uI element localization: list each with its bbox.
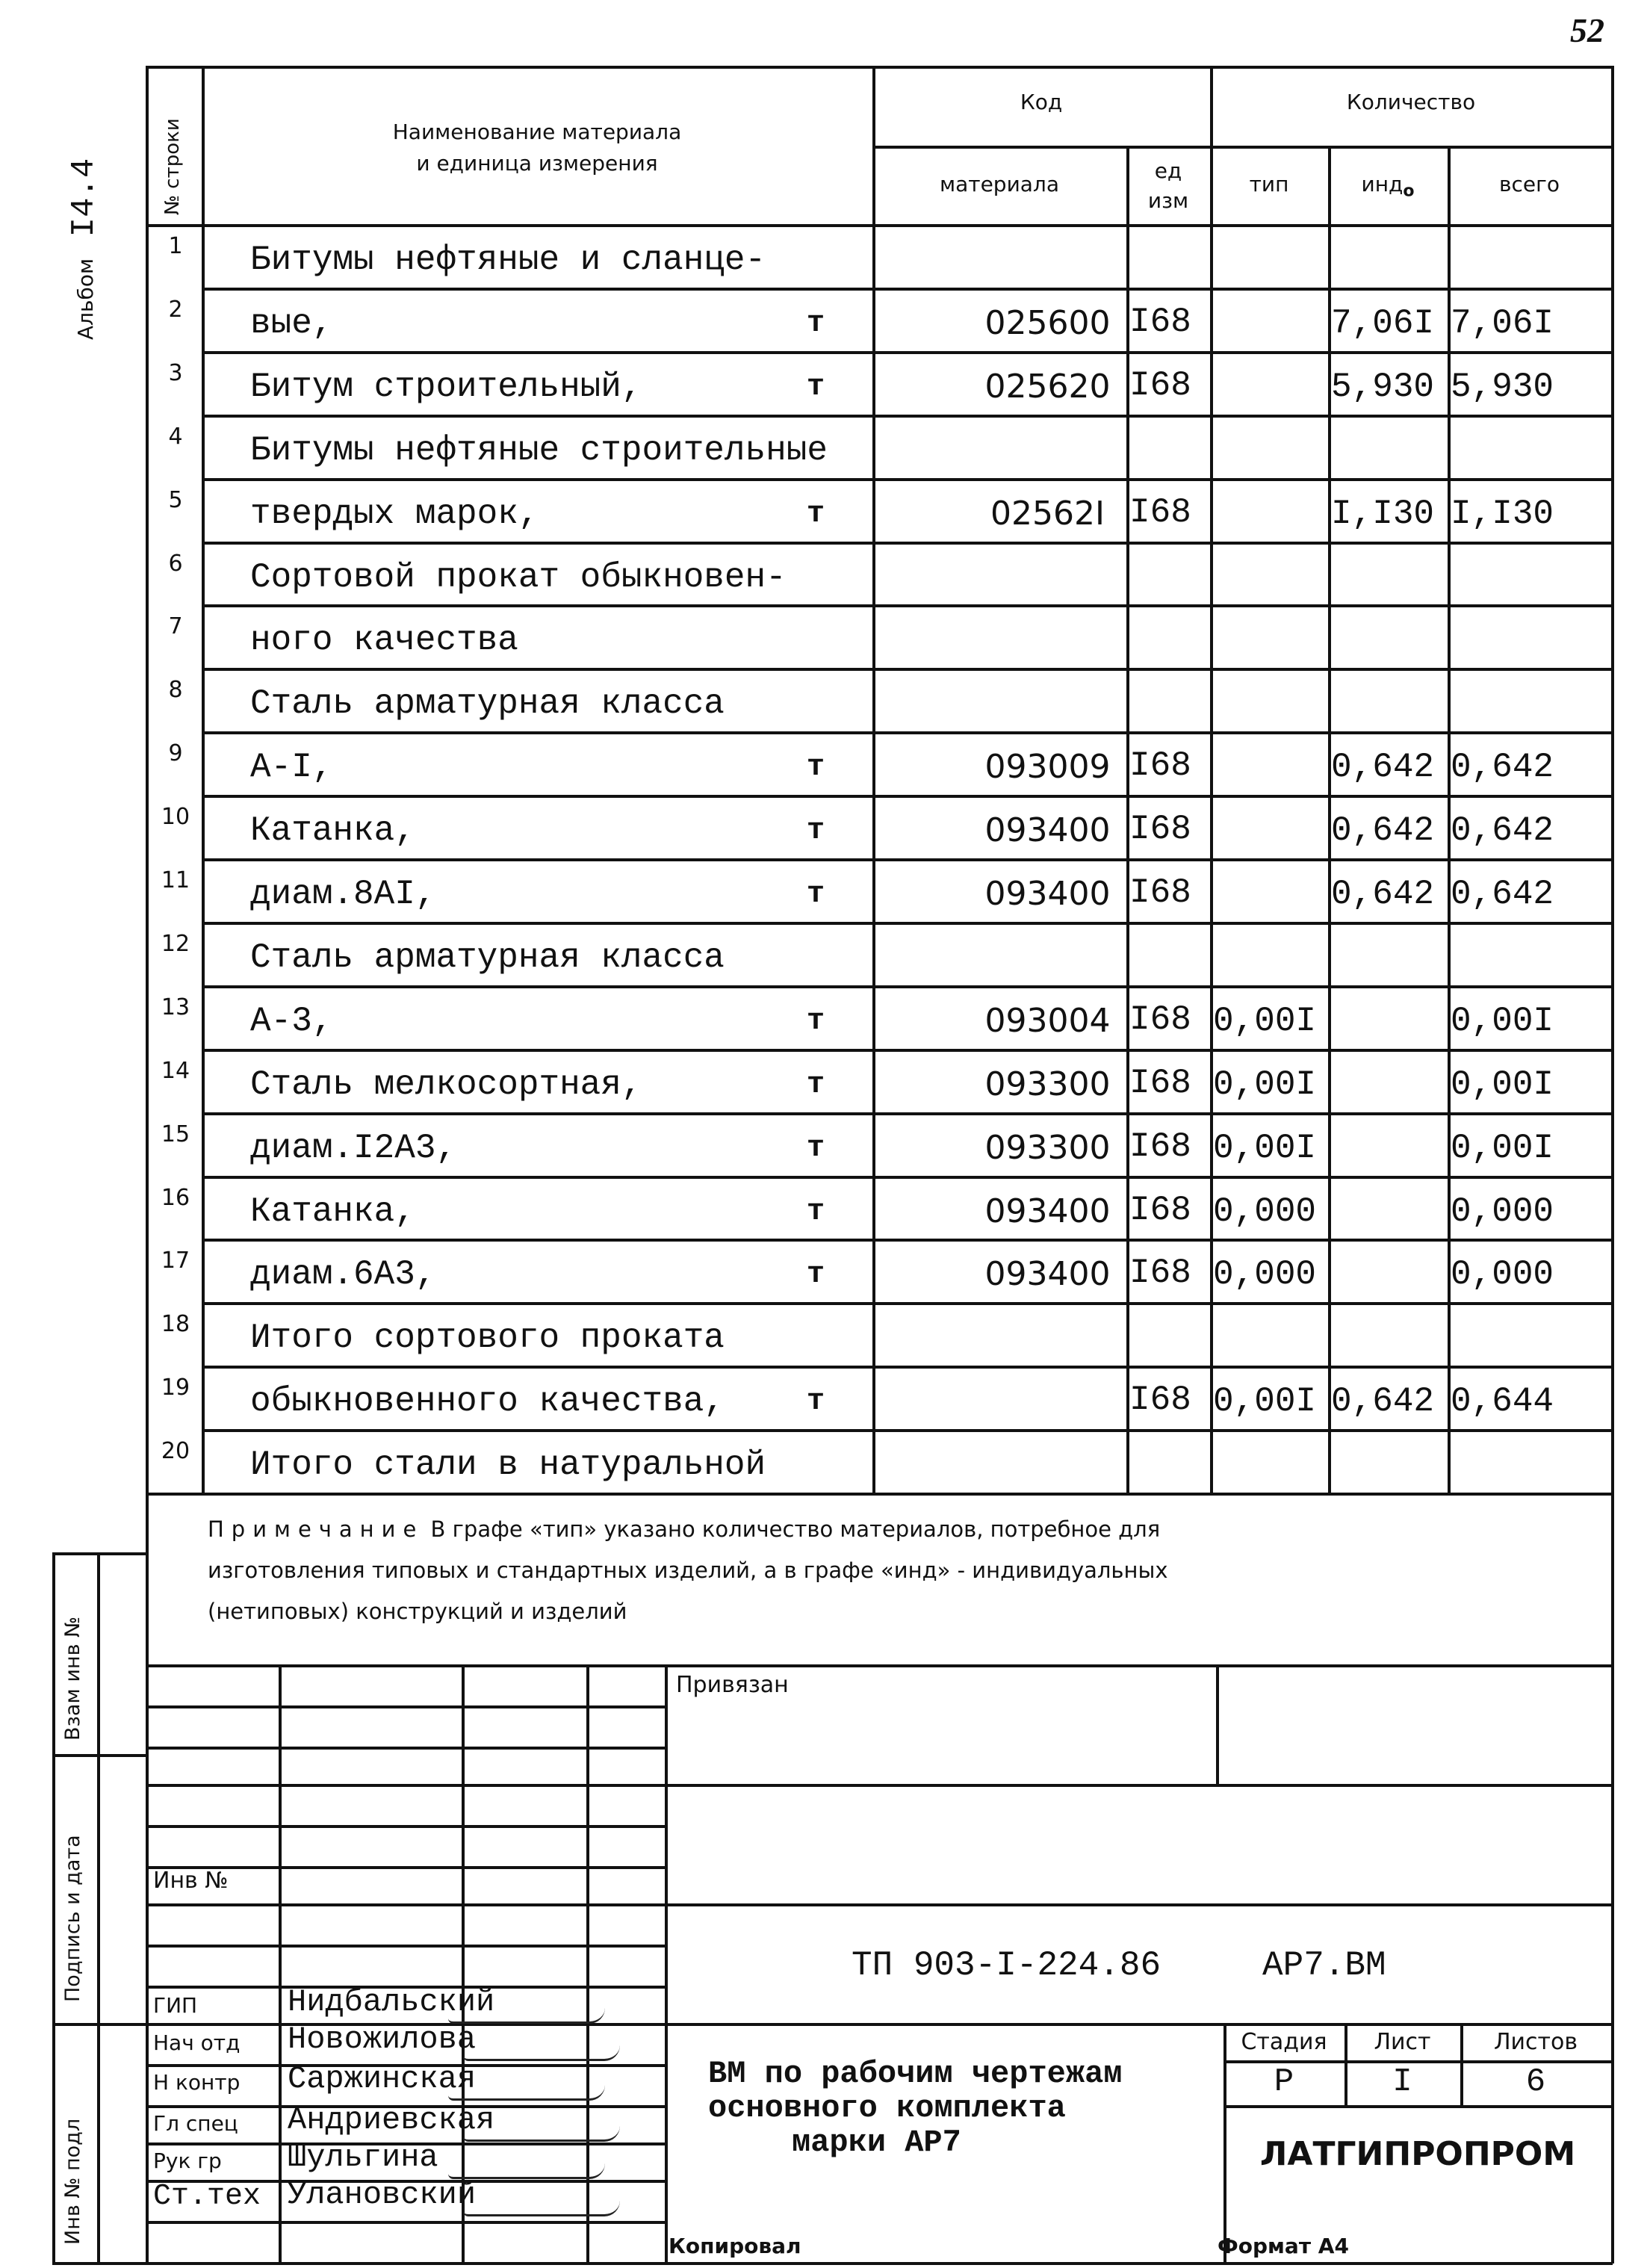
qty-total: 0,00I <box>1451 1001 1554 1041</box>
stamp-row-6 <box>146 1903 1613 1906</box>
stamp-role: Н контр <box>153 2070 241 2095</box>
unit-code: I68 <box>1129 1190 1191 1230</box>
qty-total: 0,642 <box>1451 875 1554 914</box>
header-total: всего <box>1499 172 1560 196</box>
qty-total: 0,00I <box>1451 1065 1554 1104</box>
material-name: Битумы нефтяные строительные <box>250 430 828 470</box>
stamp-col-a <box>279 1664 282 2262</box>
qty-type: 0,00I <box>1213 1065 1317 1104</box>
row-number: 11 <box>161 867 190 893</box>
row-number: 17 <box>161 1248 190 1274</box>
qty-total: I,I30 <box>1451 494 1554 533</box>
qty-type: 0,00I <box>1213 1382 1317 1422</box>
header-individual-text: инд <box>1361 172 1404 196</box>
row-divider <box>202 1302 1613 1305</box>
row-number: 3 <box>168 359 183 386</box>
row-number: 19 <box>161 1375 190 1401</box>
header-individual-sub: о <box>1403 182 1415 201</box>
material-unit: т <box>807 1068 825 1102</box>
row-divider <box>202 351 1613 354</box>
qty-total: 0,000 <box>1451 1255 1554 1295</box>
qty-total: 7,06I <box>1451 303 1554 343</box>
organization: ЛАТГИПРОПРОМ <box>1259 2135 1576 2173</box>
row-divider <box>202 1366 1613 1369</box>
sheet-value: I <box>1392 2063 1412 2101</box>
material-name: Сталь арматурная класса <box>250 938 725 977</box>
doc-mark: АР7.ВМ <box>1262 1946 1386 1985</box>
stamp-row-14 <box>146 2221 665 2224</box>
header-mid-line <box>872 146 1612 149</box>
stamp-person-name: Андриевская <box>288 2102 495 2138</box>
stamp-person-name: Нидбальский <box>288 1984 495 2020</box>
frame-left <box>146 66 149 2264</box>
sheet-label: Лист <box>1374 2029 1431 2055</box>
stage-label: Стадия <box>1241 2029 1327 2055</box>
row-divider <box>202 1112 1613 1115</box>
row-number: 12 <box>161 930 190 957</box>
sheets-value: 6 <box>1525 2063 1546 2101</box>
qty-individual: I,I30 <box>1331 494 1435 533</box>
footer-format: Формат А4 <box>1218 2234 1349 2258</box>
qty-type: 0,000 <box>1213 1192 1317 1231</box>
qty-individual: 0,642 <box>1331 748 1435 787</box>
col-line-code <box>872 66 875 1493</box>
material-code: 093300 <box>984 1128 1111 1167</box>
row-number: 15 <box>161 1121 190 1147</box>
material-name: диам.6А3, <box>250 1255 436 1295</box>
material-name: ного качества <box>250 621 518 660</box>
material-code: 02562I <box>990 494 1105 533</box>
qty-total: 0,642 <box>1451 811 1554 851</box>
header-unit-line2: изм <box>1147 188 1189 213</box>
material-code: 093400 <box>984 811 1111 850</box>
material-name: твердых марок, <box>250 494 539 533</box>
material-name: Катанка, <box>250 1192 415 1231</box>
row-number: 14 <box>161 1057 190 1084</box>
row-number: 9 <box>168 740 183 767</box>
row-divider <box>202 542 1613 545</box>
qty-type: 0,00I <box>1213 1128 1317 1168</box>
material-unit: т <box>807 878 825 911</box>
note-line2: изготовления типовых и стандартных изделий, а в графе «инд» - индивидуальных <box>208 1558 1168 1583</box>
row-divider <box>202 604 1613 607</box>
side-strip-left <box>52 1552 55 2264</box>
material-unit: т <box>807 1258 825 1292</box>
header-material-code: материала <box>939 172 1059 196</box>
stamp-role: ГИП <box>153 1993 198 2018</box>
material-unit: т <box>807 306 825 341</box>
header-individual <box>1328 172 1448 201</box>
header-name-line1: Наименование материала <box>392 120 682 144</box>
row-number: 13 <box>161 994 190 1020</box>
album-label-text: Альбом <box>73 258 98 340</box>
doc-code: ТП 903-I-224.86 <box>852 1946 1161 1985</box>
material-code: 093400 <box>984 1255 1111 1294</box>
material-unit: т <box>807 751 825 785</box>
qty-total: 0,644 <box>1451 1382 1554 1422</box>
note-line3: (нетиповых) конструкций и изделий <box>208 1599 627 1624</box>
row-divider <box>202 731 1613 734</box>
qty-individual: 7,06I <box>1331 303 1435 343</box>
privyazan-label: Привязан <box>676 1672 789 1698</box>
row-divider <box>202 1239 1613 1242</box>
row-number: 10 <box>161 804 190 831</box>
material-name: Сталь арматурная класса <box>250 684 725 724</box>
header-row-no: № строки <box>161 118 184 215</box>
stamp-row-7 <box>146 1945 665 1948</box>
material-unit: т <box>807 497 825 531</box>
header-bottom-line <box>146 224 1613 227</box>
signature-scribble <box>448 2085 605 2101</box>
note-line1-text: В графе «тип» указано количество материалов, потребное для <box>424 1516 1161 1542</box>
note-lead: Примечание <box>208 1516 424 1542</box>
material-code: 093400 <box>984 875 1111 913</box>
row-number: 2 <box>168 296 183 323</box>
row-divider <box>202 795 1613 798</box>
row-number: 6 <box>168 550 183 577</box>
side-strip-inner <box>97 1552 100 2264</box>
footer-copied: Копировал <box>669 2234 801 2258</box>
page-number: 52 <box>1570 11 1604 49</box>
inv-no-label: Инв № <box>153 1868 229 1894</box>
stamp-person-name: Саржинская <box>288 2061 477 2097</box>
unit-code: I68 <box>1129 1254 1191 1293</box>
stamp-row-4 <box>146 1825 665 1828</box>
stamp-role: Нач отд <box>153 2030 241 2055</box>
row-divider <box>202 288 1613 291</box>
material-code: 093004 <box>984 1001 1111 1040</box>
stamp-role: Рук гр <box>153 2148 222 2173</box>
qty-individual: 0,642 <box>1331 875 1435 914</box>
row-number: 8 <box>168 677 183 704</box>
frame-top <box>146 66 1613 69</box>
material-name: диам.8АI, <box>250 875 436 914</box>
row-number: 1 <box>168 233 183 259</box>
unit-code: I68 <box>1129 1063 1191 1103</box>
material-code: 025600 <box>984 303 1111 342</box>
material-name: Битумы нефтяные и сланце- <box>250 241 766 279</box>
row-number: 5 <box>168 486 183 513</box>
album-number: I4.4 <box>66 158 103 238</box>
row-divider <box>202 1049 1613 1052</box>
unit-code: I68 <box>1129 365 1191 405</box>
unit-code: I68 <box>1129 302 1191 341</box>
qty-type: 0,00I <box>1213 1001 1317 1041</box>
doc-title-line3: марки АР7 <box>792 2125 961 2160</box>
header-unit-line1: ед <box>1154 158 1182 183</box>
unit-code: I68 <box>1129 1000 1191 1039</box>
row-number: 7 <box>168 613 183 640</box>
qty-total: 0,00I <box>1451 1128 1554 1168</box>
side-label-vzam: Взам инв № <box>61 1616 84 1741</box>
stamp-role: Ст.тех <box>153 2180 261 2213</box>
stamp-role: Гл спец <box>153 2111 238 2136</box>
row-divider <box>202 858 1613 861</box>
row-divider <box>202 668 1613 671</box>
unit-code: I68 <box>1129 746 1191 786</box>
material-name: Сталь мелкосортная, <box>250 1065 642 1104</box>
header-type: тип <box>1249 172 1289 196</box>
row-number: 4 <box>168 423 183 450</box>
stage-bottom <box>1223 2105 1612 2108</box>
row-divider <box>202 478 1613 481</box>
unit-code: I68 <box>1129 1381 1191 1420</box>
header-name-line2: и единица измерения <box>416 151 658 176</box>
signature-scribble <box>463 2126 620 2142</box>
side-label-podpis: Подпись и дата <box>61 1835 84 2002</box>
qty-individual: 0,642 <box>1331 1382 1435 1422</box>
unit-code: I68 <box>1129 873 1191 912</box>
signature-scribble <box>463 2201 620 2216</box>
material-name: Катанка, <box>250 811 415 851</box>
stamp-col-d <box>665 1664 668 2262</box>
material-code: 093400 <box>984 1192 1111 1230</box>
header-code-group: Код <box>1020 90 1063 114</box>
stamp-person-name: Шульгина <box>288 2140 438 2175</box>
qty-total: 5,930 <box>1451 367 1554 406</box>
material-name: Сортовой прокат обыкновен- <box>250 557 787 597</box>
material-name: А-I, <box>250 748 333 787</box>
material-name: Итого стали в натуральной <box>250 1446 766 1485</box>
row-divider <box>202 1176 1613 1179</box>
row-number: 16 <box>161 1184 190 1211</box>
header-qty-group: Количество <box>1346 90 1476 114</box>
row-divider <box>202 415 1613 418</box>
qty-type: 0,000 <box>1213 1255 1317 1295</box>
stamp-row-2 <box>146 1747 665 1750</box>
material-name: Битум строительный, <box>250 367 642 406</box>
material-name: вые, <box>250 303 333 343</box>
sheets-label: Листов <box>1493 2029 1578 2055</box>
material-unit: т <box>807 1131 825 1165</box>
row-number: 20 <box>161 1438 190 1465</box>
side-label-inv-podl: Инв № подл <box>61 2118 84 2245</box>
material-name: диам.I2А3, <box>250 1128 457 1168</box>
frame-right <box>1611 66 1614 2264</box>
doc-title-line1: ВМ по рабочим чертежам <box>708 2056 1123 2092</box>
note-top-line <box>146 1493 1613 1496</box>
stamp-top-line <box>146 1664 1613 1667</box>
col-line-num <box>202 66 205 1493</box>
unit-code: I68 <box>1129 492 1191 532</box>
material-name: обыкновенного качества, <box>250 1382 725 1422</box>
frame-bottom <box>52 2262 1613 2265</box>
note-line1 <box>208 1516 1160 1542</box>
unit-code: I68 <box>1129 1127 1191 1166</box>
material-unit: т <box>807 370 825 404</box>
row-divider <box>202 1429 1613 1432</box>
material-unit: т <box>807 1385 825 1419</box>
doc-title-line2: основного комплекта <box>708 2090 1066 2126</box>
qty-individual: 0,642 <box>1331 811 1435 851</box>
material-unit: т <box>807 1004 825 1038</box>
material-name: Итого сортового проката <box>250 1319 725 1358</box>
album-label <box>66 158 103 340</box>
row-divider <box>202 922 1613 925</box>
qty-total: 0,000 <box>1451 1192 1554 1231</box>
material-unit: т <box>807 814 825 849</box>
stamp-person-name: Новожилова <box>288 2021 477 2057</box>
material-unit: т <box>807 1195 825 1229</box>
stamp-person-name: Улановский <box>288 2177 477 2213</box>
stamp-row-1 <box>146 1705 665 1708</box>
material-code: 093300 <box>984 1065 1111 1103</box>
material-name: А-3, <box>250 1001 333 1041</box>
stamp-row-3 <box>146 1784 1613 1787</box>
qty-total: 0,642 <box>1451 748 1554 787</box>
stamp-privyazan-split <box>1216 1664 1219 1784</box>
row-number: 18 <box>161 1311 190 1338</box>
material-code: 025620 <box>984 367 1111 406</box>
stage-value: Р <box>1274 2063 1294 2101</box>
material-code: 093009 <box>984 748 1111 787</box>
row-divider <box>202 985 1613 988</box>
unit-code: I68 <box>1129 810 1191 849</box>
signature-scribble <box>463 2045 620 2061</box>
qty-individual: 5,930 <box>1331 367 1435 406</box>
